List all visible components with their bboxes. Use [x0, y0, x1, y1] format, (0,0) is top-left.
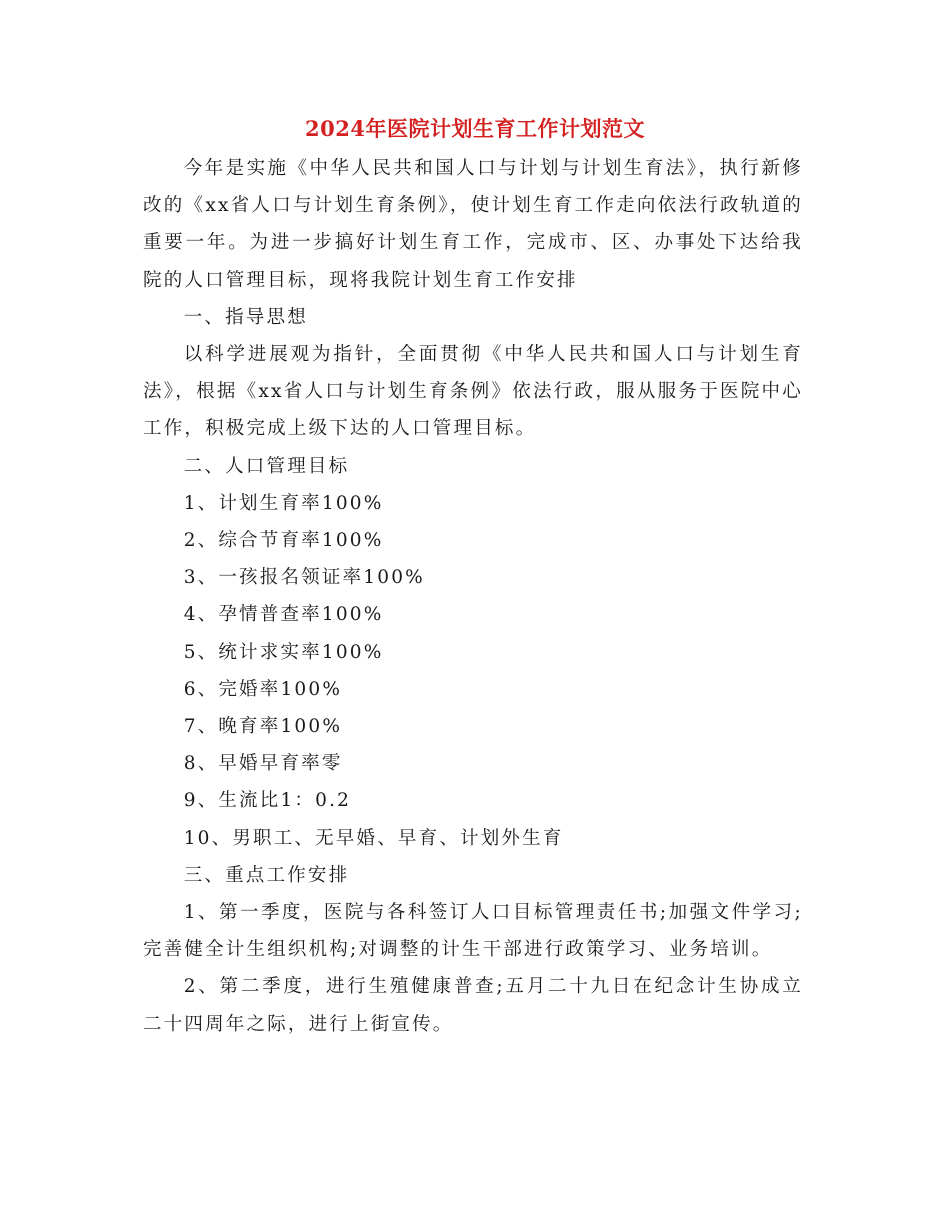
target-item: 6、完婚率100% — [183, 678, 343, 700]
document-title: 2024年医院计划生育工作计划范文 — [305, 116, 645, 141]
target-item: 1、计划生育率100% — [183, 492, 384, 514]
section-heading-key-work: 三、重点工作安排 — [183, 864, 350, 886]
document-body — [143, 150, 803, 1043]
target-item: 8、早婚早育率零 — [183, 753, 343, 775]
intro-paragraph: 今年是实施《中华人民共和国人口与计划与计划生育法》，执行新修改的《xx省人口与计划生育条例》，使计划生育工作走向依法行政轨道的重要一年。为进一步搞好计划生育工作，完成市、区、办事处下达给我院的人口管理目标，现将我院计划生育工作安排 — [143, 158, 803, 291]
work-plan-paragraph: 2、第二季度，进行生殖健康普查;五月二十九日在纪念计生协成立二十四周年之际，进行上街宣传。 — [143, 976, 803, 1035]
guiding-thought-paragraph: 以科学进展观为指针，全面贯彻《中华人民共和国人口与计划生育法》，根据《xx省人口与计划生育条例》依法行政，服从服务于医院中心工作，积极完成上级下达的人口管理目标。 — [143, 344, 803, 440]
target-item: 5、统计求实率100% — [183, 641, 384, 663]
work-plan-paragraph: 1、第一季度，医院与各科签订人口目标管理责任书;加强文件学习;完善健全计生组织机构;对调整的计生干部进行政策学习、业务培训。 — [143, 902, 803, 961]
target-item: 3、一孩报名领证率100% — [183, 567, 425, 589]
section-heading-guiding-thought: 一、指导思想 — [183, 306, 308, 328]
target-item: 7、晚育率100% — [183, 716, 343, 738]
target-item: 4、孕情普查率100% — [183, 604, 384, 626]
target-item: 9、生流比1：0.2 — [183, 790, 352, 812]
target-item: 10、男职工、无早婚、早育、计划外生育 — [183, 827, 564, 849]
section-heading-population-targets: 二、人口管理目标 — [183, 455, 350, 477]
target-item: 2、综合节育率100% — [183, 530, 384, 552]
